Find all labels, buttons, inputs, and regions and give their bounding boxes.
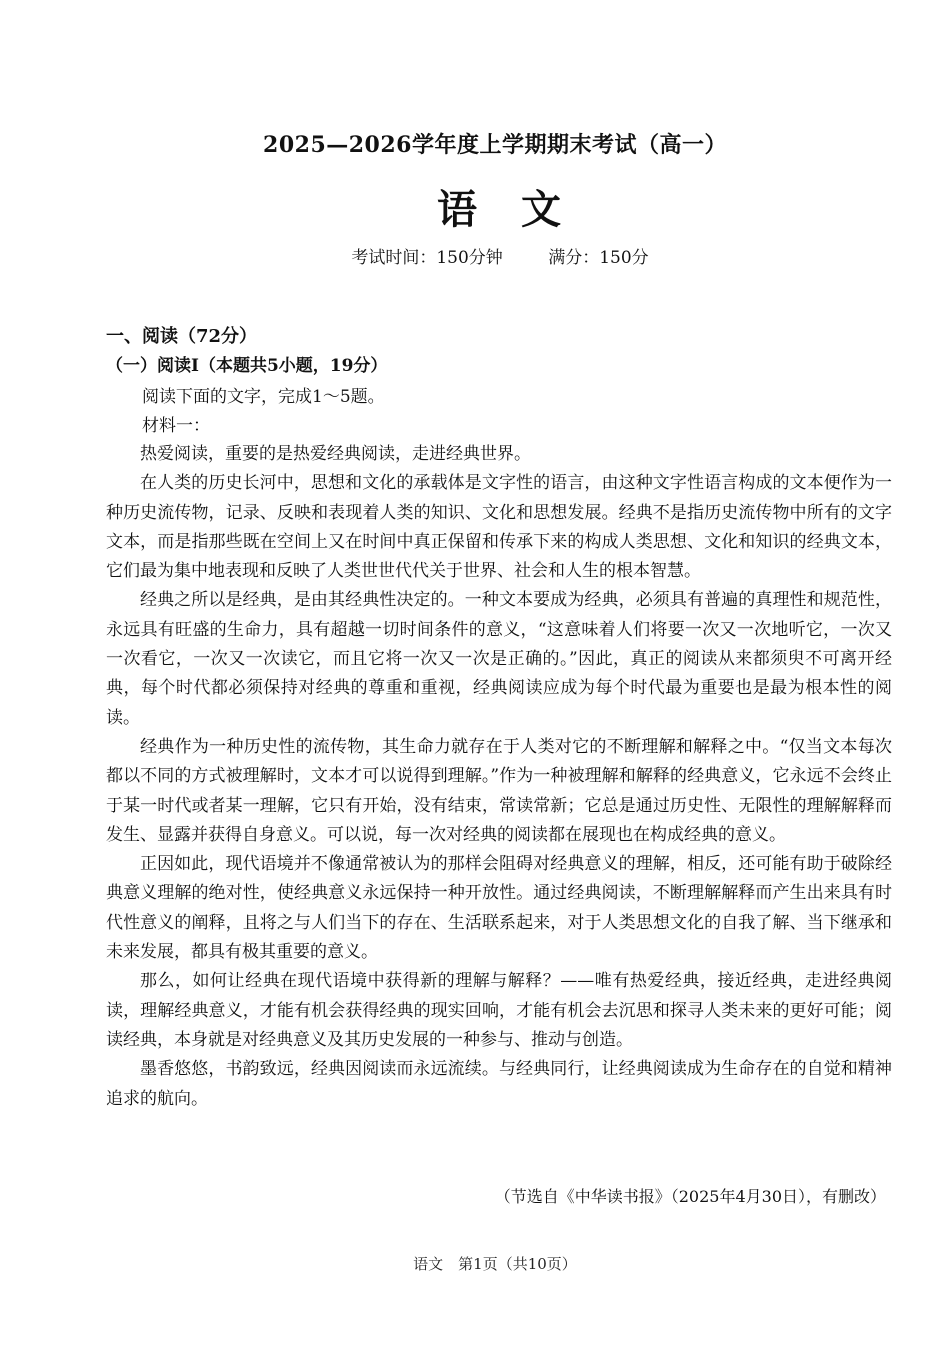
subsection-heading: （一）阅读Ⅰ（本题共5小题，19分） [106, 356, 388, 376]
section-heading: 一、阅读（72分） [106, 326, 258, 347]
material-label: 材料一： [142, 416, 210, 436]
page-footer: 语文 第1页（共10页） [413, 1255, 577, 1273]
article-paragraph: 正因如此，现代语境并不像通常被认为的那样会阻碍对经典意义的理解，相反，还可能有助于破除经典意义理解的绝对性，使经典意义永远保持一种开放性。通过经典阅读，不断理解解释而产生出来具有时代性意义的阐释，且将之与人们当下的存在、生活联系起来，对于人类思想文化的自我了解、当下继承和未来发展，都具有极其重要的意义。 [106, 854, 892, 963]
article-paragraph: 那么，如何让经典在现代语境中获得新的理解与解释？——唯有热爱经典，接近经典，走进经典阅读，理解经典意义，才能有机会获得经典的现实回响，才能有机会去沉思和探寻人类未来的更好可能；阅读经典，本身就是对经典意义及其历史发展的一种参与、推动与创造。 [106, 971, 892, 1050]
article-body [106, 440, 892, 1114]
article-paragraph: 墨香悠悠，书韵致远，经典因阅读而永远流续。与经典同行，让经典阅读成为生命存在的自觉和精神追求的航向。 [106, 1059, 892, 1109]
article-paragraph: 经典作为一种历史性的流传物，其生命力就存在于人类对它的不断理解和解释之中。“仅当文本每次都以不同的方式被理解时，文本才可以说得到理解。”作为一种被理解和解释的经典意义，它永远不会终止于某一时代或者某一理解，它只有开始，没有结束，常读常新；它总是通过历史性、无限性的理解解释而发生、显露并获得自身意义。可以说，每一次对经典的阅读都在展现也在构成经典的意义。 [106, 736, 892, 845]
article-paragraph: 在人类的历史长河中，思想和文化的承载体是文字性的语言，由这种文字性语言构成的文本便作为一种历史流传物，记录、反映和表现着人类的知识、文化和思想发展。经典不是指历史流传物中所有的文字文本，而是指那些既在空间上又在时间中真正保留和传承下来的构成人类思想、文化和知识的经典文本，它们最为集中地表现和反映了人类世世代代关于世界、社会和人生的根本智慧。 [106, 473, 892, 582]
article-source: （节选自《中华读书报》（2025年4月30日），有删改） [494, 1187, 886, 1206]
article-paragraph: 经典之所以是经典，是由其经典性决定的。一种文本要成为经典，必须具有普遍的真理性和规范性，永远具有旺盛的生命力，具有超越一切时间条件的意义，“这意味着人们将要一次又一次地听它，一次又一次看它，一次又一次读它，而且它将一次又一次是正确的。”因此，真正的阅读从来都须臾不可离开经典，每个时代都必须保持对经典的尊重和重视，经典阅读应成为每个时代最为重要也是最为根本性的阅读。 [106, 590, 892, 728]
exam-title: 2025—2026学年度上学期期末考试（高一） [263, 132, 727, 158]
article-paragraph: 热爱阅读，重要的是热爱经典阅读，走进经典世界。 [140, 444, 531, 464]
exam-info [0, 243, 950, 268]
exam-full-score: 满分：150分 [548, 248, 649, 268]
exam-duration: 考试时间：150分钟 [351, 248, 503, 268]
subject-title: 语 文 [437, 186, 563, 233]
reading-instruction: 阅读下面的文字，完成1～5题。 [142, 387, 385, 407]
